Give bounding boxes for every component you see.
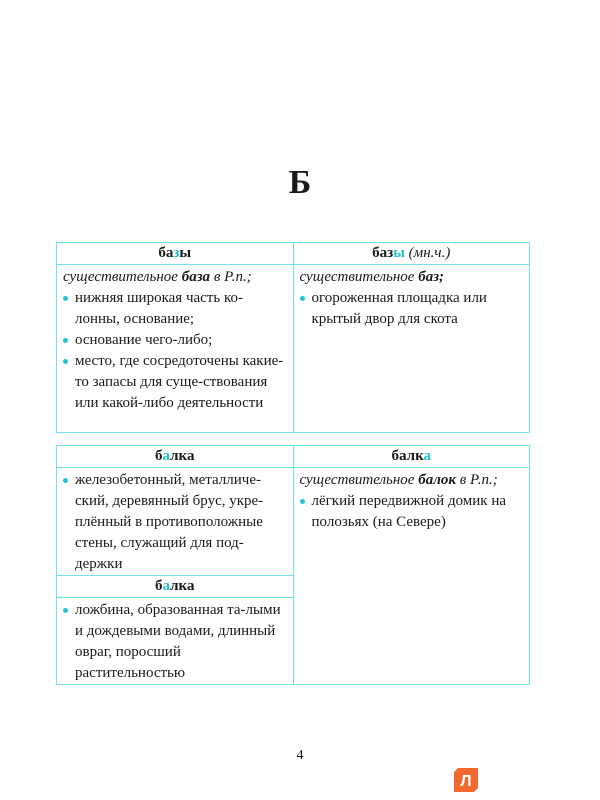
definition-item: ложбина, образованная та-лыми и дождевыми водами, длинный овраг, поросший растительностью — [63, 600, 287, 684]
headword-part: балк — [391, 448, 424, 464]
page-number: 4 — [296, 748, 304, 763]
grammar-note — [300, 470, 524, 491]
headword-part: б — [155, 578, 163, 594]
headword-cell — [293, 243, 530, 265]
grammar-part: существительное — [299, 472, 419, 488]
definition-cell — [57, 468, 294, 576]
grammar-word: балок — [418, 472, 457, 488]
definition-list — [63, 470, 287, 575]
definition-list — [63, 288, 287, 414]
definition-cell — [293, 265, 530, 433]
definition-list — [63, 600, 287, 684]
definition-cell — [57, 265, 294, 433]
grammar-part: в Р.п.; — [210, 269, 252, 285]
definition-item: огороженная площадка или крытый двор для скота — [300, 288, 524, 330]
definition-item: основание чего-либо; — [63, 330, 287, 351]
entry-table-bazy — [56, 242, 530, 433]
section-letter: Б — [288, 164, 312, 201]
grammar-part: существительное — [63, 269, 182, 285]
stress-letter: а — [423, 448, 431, 464]
stress-letter: ы — [393, 245, 405, 261]
headword-part: ба — [158, 245, 174, 261]
definition-cell — [293, 468, 530, 685]
entry-table-balka — [56, 445, 530, 685]
stress-letter: з — [173, 245, 180, 261]
logo-letter: Л — [460, 773, 472, 790]
definition-cell — [57, 598, 294, 685]
headword-cell — [57, 243, 294, 265]
grammar-note — [300, 267, 524, 288]
definition-list — [300, 288, 524, 330]
stress-letter: а — [162, 578, 171, 594]
definition-list — [300, 491, 524, 533]
grammar-word: баз; — [418, 269, 445, 285]
headword-cell — [57, 576, 294, 598]
headword-cell — [57, 446, 294, 468]
definition-item: место, где сосредоточены какие-то запасы для суще-ствования или какой-либо деятельности — [63, 351, 287, 414]
headword-part: лка — [170, 448, 195, 464]
definition-item: лёгкий передвижной домик на полозьях (на Севере) — [300, 491, 524, 533]
headword-cell — [293, 446, 530, 468]
headword-part: лка — [170, 578, 195, 594]
headword-note: (мн.ч.) — [404, 245, 451, 261]
definition-item: железобетонный, металличе-ский, деревянный брус, укре-плённый в противоположные стены, служащий для под-держки — [63, 470, 287, 575]
grammar-part: существительное — [299, 269, 419, 285]
grammar-word: база — [181, 269, 211, 285]
headword-part: б — [155, 448, 163, 464]
grammar-note — [63, 267, 287, 288]
definition-item: нижняя широкая часть ко-лонны, основание; — [63, 288, 287, 330]
headword-part: ы — [179, 245, 192, 261]
grammar-part: в Р.п.; — [456, 472, 498, 488]
headword-part: баз — [372, 245, 394, 261]
litres-logo-icon — [452, 766, 480, 794]
stress-letter: а — [162, 448, 171, 464]
